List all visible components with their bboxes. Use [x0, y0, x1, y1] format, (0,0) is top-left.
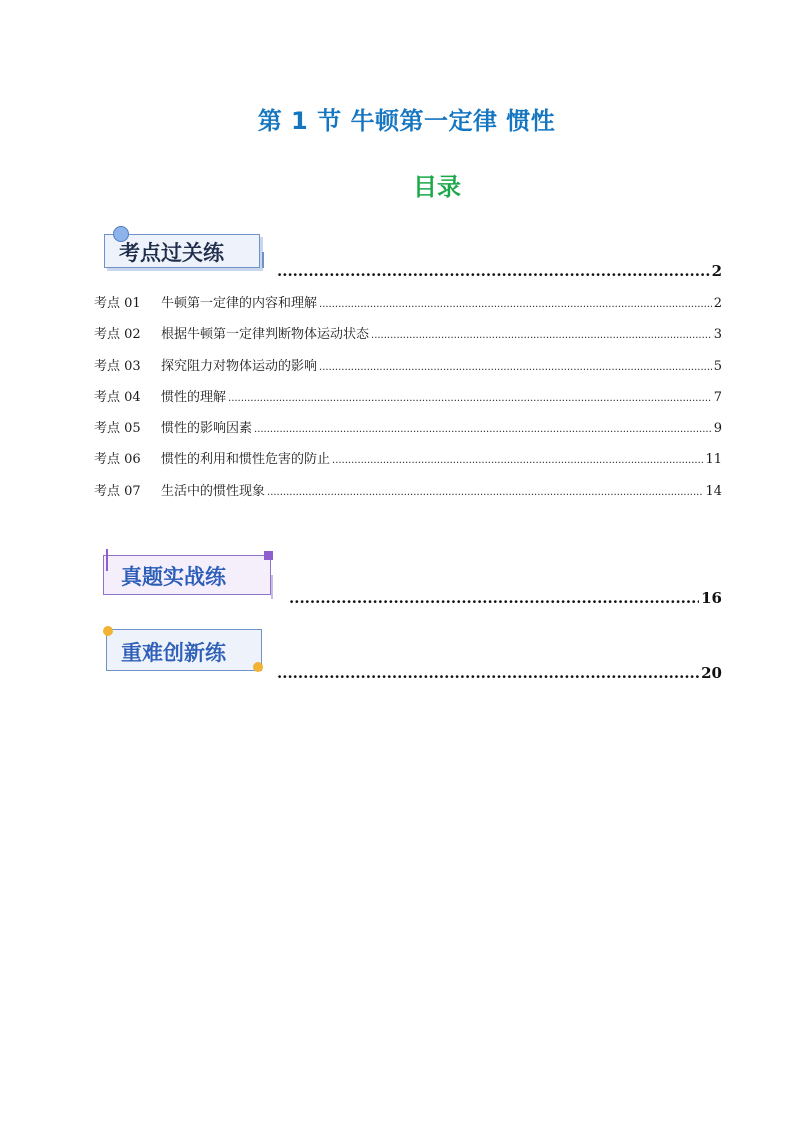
toc-page-number: 2	[711, 262, 722, 280]
leader-dots	[332, 455, 703, 466]
page-title: 第 1 节 牛顿第一定律 惯性	[257, 107, 556, 135]
topic-title: 生活中的惯性现象	[161, 483, 266, 499]
leader-dots	[228, 393, 712, 404]
topic-page: 14	[705, 483, 722, 499]
topic-code: 考点 03	[94, 358, 141, 374]
leader-dots	[319, 299, 712, 310]
section-badge-kaodian[interactable]	[101, 226, 263, 270]
toc-entry-section-1[interactable]	[277, 262, 722, 280]
badge-corner-dot-icon	[103, 626, 113, 636]
topic-title: 惯性的利用和惯性危害的防止	[161, 452, 331, 468]
toc-sub-item[interactable]	[94, 480, 722, 511]
toc-title: 目录	[413, 173, 461, 201]
toc-sub-item[interactable]	[94, 292, 722, 323]
topic-title: 牛顿第一定律的内容和理解	[161, 296, 318, 311]
badge-line-decoration	[106, 549, 108, 571]
section-badge-zhenti[interactable]	[101, 549, 273, 601]
toc-sub-list	[94, 292, 722, 511]
badge-tail-decoration	[262, 252, 264, 268]
topic-page: 5	[713, 358, 722, 374]
leader-dots	[371, 330, 712, 341]
topic-page: 7	[713, 389, 722, 405]
section-label: 考点过关练	[119, 241, 224, 265]
badge-tail-decoration	[271, 575, 273, 599]
toc-page-number: 20	[701, 664, 722, 682]
topic-page: 3	[713, 327, 722, 343]
leader-dots	[277, 262, 710, 280]
toc-entry-section-2[interactable]	[289, 589, 722, 607]
section-label: 重难创新练	[121, 641, 226, 665]
leader-dots	[277, 664, 699, 682]
topic-code: 考点 06	[94, 452, 141, 468]
toc-sub-item[interactable]	[94, 355, 722, 386]
topic-code: 考点 02	[94, 327, 141, 343]
leader-dots	[254, 424, 712, 435]
topic-page: 9	[713, 421, 722, 437]
topic-title: 惯性的影响因素	[161, 421, 253, 437]
toc-entry-section-3[interactable]	[277, 664, 722, 682]
toc-sub-item[interactable]	[94, 448, 722, 479]
leader-dots	[289, 589, 699, 607]
toc-sub-item[interactable]	[94, 386, 722, 417]
topic-code: 考点 07	[94, 483, 141, 499]
topic-code: 考点 01	[94, 296, 141, 311]
leader-dots	[319, 362, 712, 373]
topic-title: 根据牛顿第一定律判断物体运动状态	[161, 327, 370, 343]
topic-code: 考点 04	[94, 389, 141, 405]
badge-corner-dot-icon	[253, 662, 263, 672]
topic-page: 11	[705, 452, 722, 468]
section-label: 真题实战练	[121, 565, 226, 589]
toc-page-number: 16	[701, 589, 722, 607]
topic-code: 考点 05	[94, 421, 141, 437]
topic-title: 惯性的理解	[161, 389, 227, 405]
toc-sub-item[interactable]	[94, 323, 722, 354]
section-badge-zhongnan[interactable]	[101, 625, 265, 673]
toc-sub-item[interactable]	[94, 417, 722, 448]
topic-page: 2	[713, 296, 722, 311]
leader-dots	[267, 487, 703, 498]
badge-square-icon	[264, 551, 273, 560]
topic-title: 探究阻力对物体运动的影响	[161, 358, 318, 374]
